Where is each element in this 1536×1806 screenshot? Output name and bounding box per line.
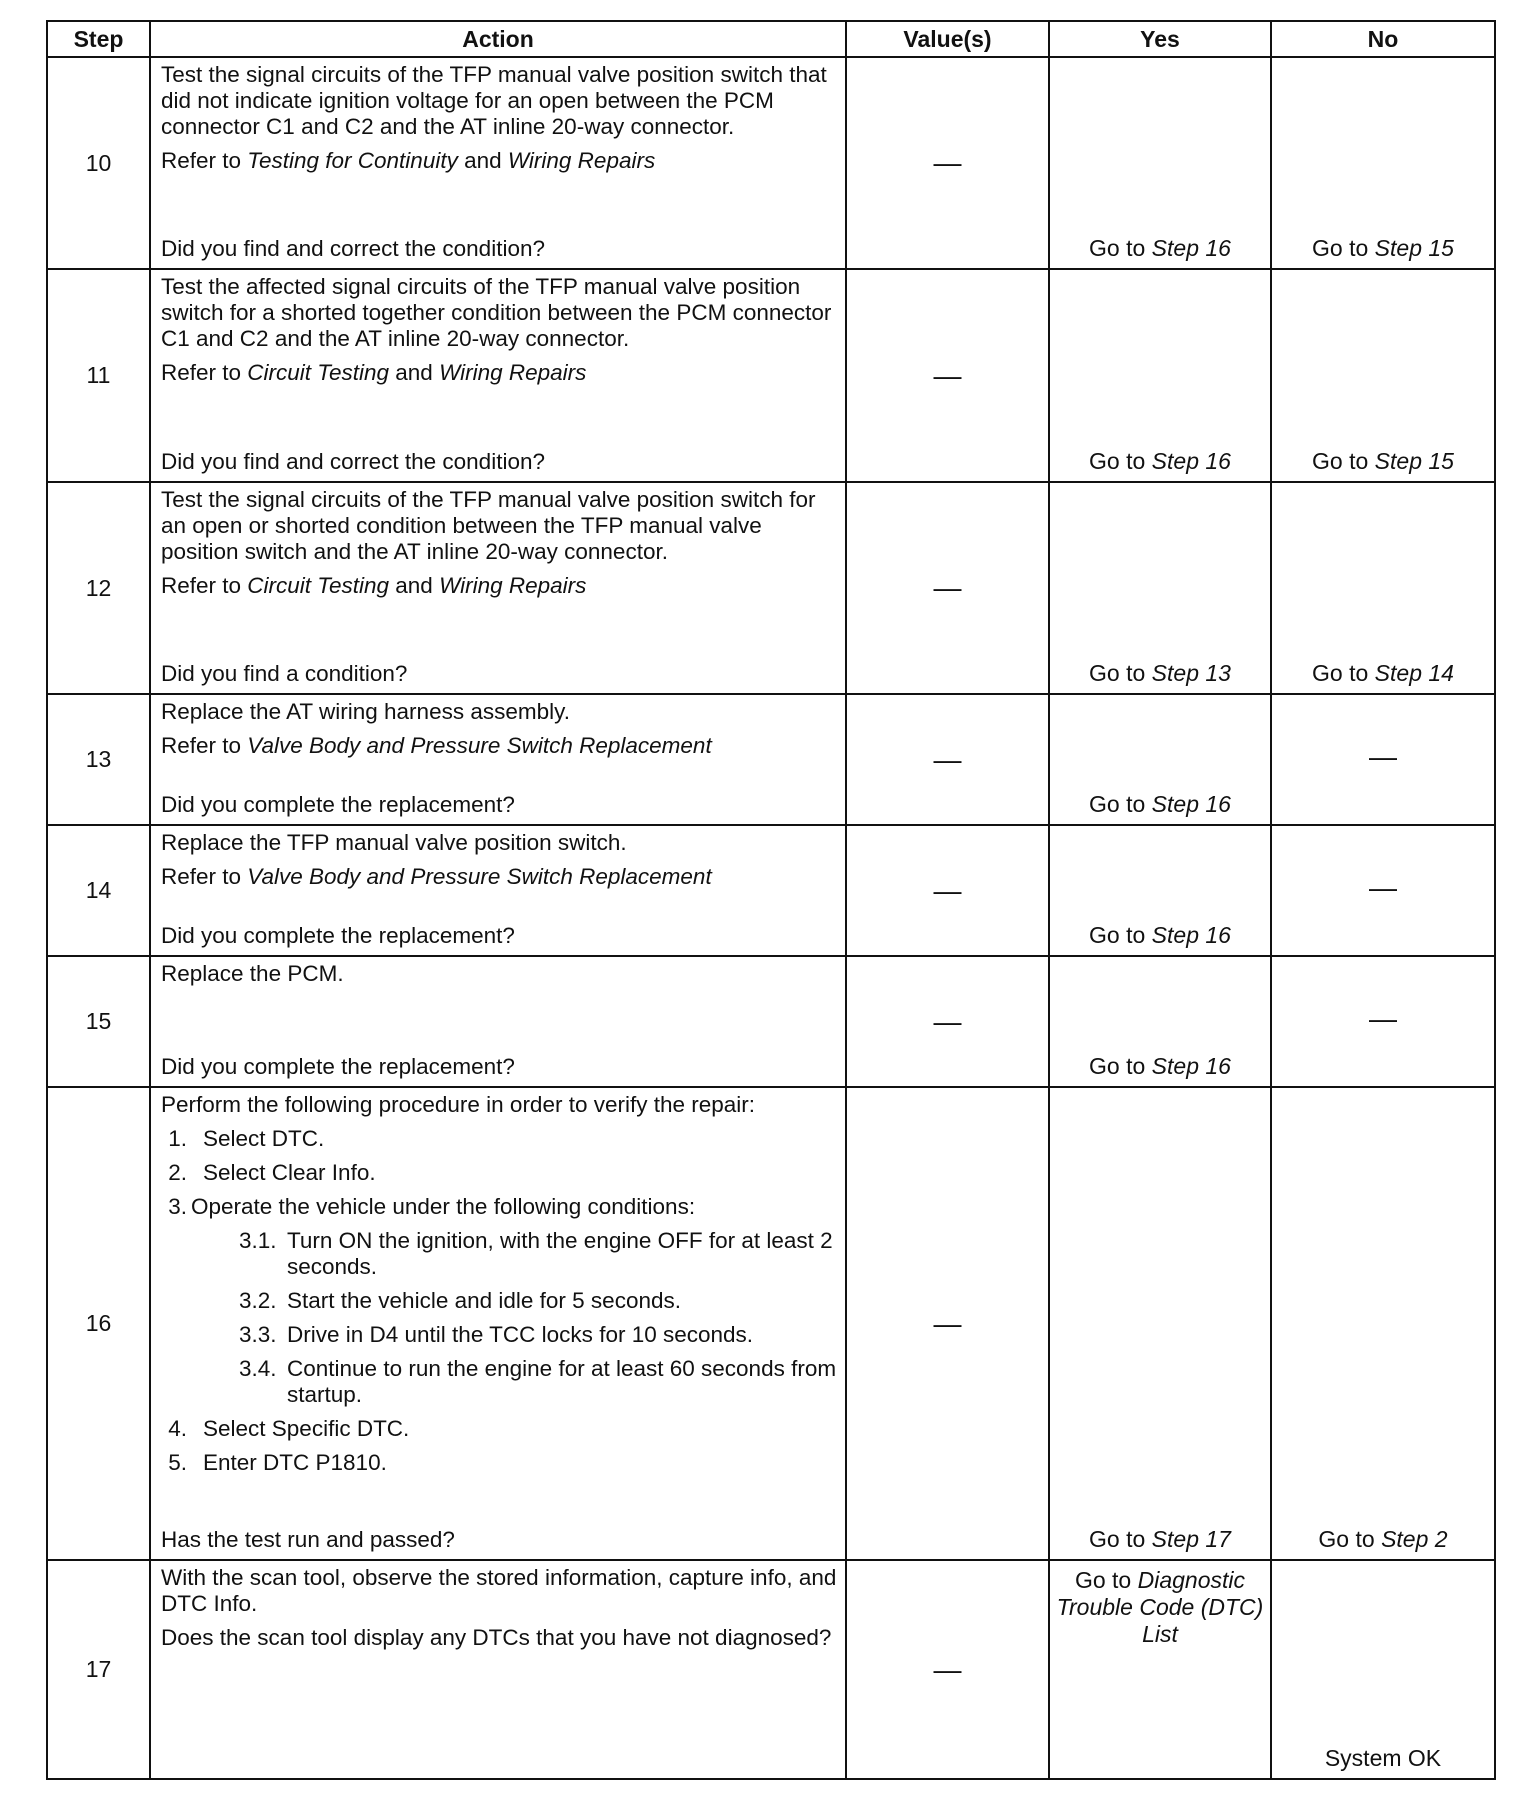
list-item: 3. Operate the vehicle under the following conditions: 3.1. Turn ON the ignition, with the engine OFF for at least 2 seconds. 3.2. Start the vehicle and idle for 5 seconds. 3.3. Drive in D4 until the TCC locks for 10 seconds. 3.4. Continue to run the engine for at least 60 seconds from startup. [161,1194,837,1408]
action-instruction: Perform the following procedure in order to verify the repair: [161,1092,756,1117]
reference-link[interactable]: Wiring Repairs [439,360,587,385]
action-instruction: Test the signal circuits of the TFP manual valve position switch that did not indicate ignition voltage for an open between the PCM connector C1 and C2 and the AT inline 20-way connector. [161,62,827,139]
dtc-list-link[interactable]: Diagnostic Trouble Code (DTC) List [1056,1567,1264,1647]
list-item: 2. Select Clear Info. [168,1160,376,1185]
reference-link[interactable]: Wiring Repairs [439,573,587,598]
header-row [47,21,1495,57]
value-cell: — [846,956,1049,1087]
action-question: Does the scan tool display any DTCs that you have not diagnosed? [161,1625,832,1650]
action-instruction: Replace the PCM. [161,961,344,986]
yes-cell: Go to Step 16 [1049,269,1271,482]
yes-step-link[interactable]: Step 13 [1151,660,1231,686]
table-row [47,1560,1495,1779]
yes-step-link[interactable]: Step 16 [1151,791,1231,817]
value-cell: — [846,694,1049,825]
value-cell: — [846,57,1049,269]
action-question: Did you find and correct the condition? [161,449,545,474]
step-number: 13 [47,694,150,825]
action-instruction: Test the affected signal circuits of the TFP manual valve position switch for a shorted together condition between the PCM connector C1 and C2 and the AT inline 20-way connector. [161,274,832,351]
list-item: 1. Select DTC. [168,1126,325,1151]
table-row [47,694,1495,825]
header-action: Action [150,21,846,57]
no-step-link[interactable]: Step 14 [1374,660,1454,686]
procedure-list [161,1126,837,1484]
refer-line: Refer to Valve Body and Pressure Switch Replacement [161,864,712,889]
yes-cell: Go to Step 16 [1049,956,1271,1087]
reference-link[interactable]: Valve Body and Pressure Switch Replacement [247,864,712,889]
header-values: Value(s) [846,21,1049,57]
action-cell [150,269,846,482]
no-cell: Go to Step 2 [1271,1087,1495,1560]
no-cell: Go to Step 15 [1271,269,1495,482]
action-cell [150,694,846,825]
list-item: 3.3. Drive in D4 until the TCC locks for 10 seconds. [239,1322,754,1347]
reference-link[interactable]: Wiring Repairs [507,148,656,173]
yes-cell: Go to Step 17 [1049,1087,1271,1560]
action-cell [150,956,846,1087]
yes-step-link[interactable]: Step 16 [1151,1053,1231,1079]
yes-cell: Go to Step 16 [1049,694,1271,825]
header-yes: Yes [1049,21,1271,57]
yes-step-link[interactable]: Step 17 [1151,1526,1231,1552]
no-cell: System OK [1271,1560,1495,1779]
value-cell: — [846,269,1049,482]
yes-cell: Go to Step 16 [1049,825,1271,956]
table-row [47,269,1495,482]
table-row [47,956,1495,1087]
list-item: 3.1. Turn ON the ignition, with the engine OFF for at least 2 seconds. [239,1228,833,1279]
action-cell [150,482,846,694]
list-item: 4. Select Specific DTC. [168,1416,410,1441]
action-cell [150,57,846,269]
step-number: 17 [47,1560,150,1779]
action-instruction: Test the signal circuits of the TFP manual valve position switch for an open or shorted condition between the TFP manual valve position switch and the AT inline 20-way connector. [161,487,816,564]
no-cell: — [1271,825,1495,956]
header-no: No [1271,21,1495,57]
value-cell: — [846,1087,1049,1560]
no-step-link[interactable]: Step 2 [1381,1526,1448,1552]
yes-cell: Go to Step 13 [1049,482,1271,694]
no-cell: — [1271,694,1495,825]
value-cell: — [846,482,1049,694]
step-number: 11 [47,269,150,482]
list-item: 3.2. Start the vehicle and idle for 5 seconds. [239,1288,681,1313]
no-step-link[interactable]: Step 15 [1374,235,1454,261]
yes-step-link[interactable]: Step 16 [1151,448,1231,474]
yes-step-link[interactable]: Step 16 [1151,235,1231,261]
action-question: Did you find and correct the condition? [161,236,545,261]
yes-cell: Go to Step 16 [1049,57,1271,269]
no-cell: — [1271,956,1495,1087]
value-cell: — [846,1560,1049,1779]
reference-link[interactable]: Circuit Testing [247,573,390,598]
no-step-link[interactable]: Step 15 [1374,448,1454,474]
header-step: Step [47,21,150,57]
table-row [47,57,1495,269]
reference-link[interactable]: Testing for Continuity [247,148,458,173]
action-instruction: With the scan tool, observe the stored information, capture info, and DTC Info. [161,1565,837,1616]
yes-step-link[interactable]: Step 16 [1151,922,1231,948]
action-question: Did you complete the replacement? [161,1054,515,1079]
refer-line: Refer to Testing for Continuity and Wiring Repairs [161,148,656,173]
reference-link[interactable]: Circuit Testing [247,360,390,385]
table-row [47,825,1495,956]
step-number: 10 [47,57,150,269]
action-instruction: Replace the TFP manual valve position switch. [161,830,627,855]
list-item: 3.4. Continue to run the engine for at least 60 seconds from startup. [239,1356,837,1407]
action-question: Did you complete the replacement? [161,923,515,948]
refer-line: Refer to Circuit Testing and Wiring Repairs [161,360,587,385]
no-cell: Go to Step 15 [1271,57,1495,269]
list-item: 5. Enter DTC P1810. [168,1450,387,1475]
reference-link[interactable]: Valve Body and Pressure Switch Replacement [247,733,712,758]
no-cell: Go to Step 14 [1271,482,1495,694]
step-number: 15 [47,956,150,1087]
action-instruction: Replace the AT wiring harness assembly. [161,699,570,724]
refer-line: Refer to Circuit Testing and Wiring Repairs [161,573,587,598]
refer-line: Refer to Valve Body and Pressure Switch Replacement [161,733,712,758]
step-number: 16 [47,1087,150,1560]
value-cell: — [846,825,1049,956]
diagnostic-table [46,20,1496,1780]
yes-cell: Go to Diagnostic Trouble Code (DTC) List [1049,1560,1271,1779]
action-question: Has the test run and passed? [161,1527,455,1552]
action-question: Did you find a condition? [161,661,408,686]
action-cell [150,825,846,956]
action-cell [150,1560,846,1779]
step-number: 14 [47,825,150,956]
table-row [47,482,1495,694]
sub-procedure-list [161,1228,837,1408]
action-cell [150,1087,846,1560]
table-row [47,1087,1495,1560]
action-question: Did you complete the replacement? [161,792,515,817]
step-number: 12 [47,482,150,694]
